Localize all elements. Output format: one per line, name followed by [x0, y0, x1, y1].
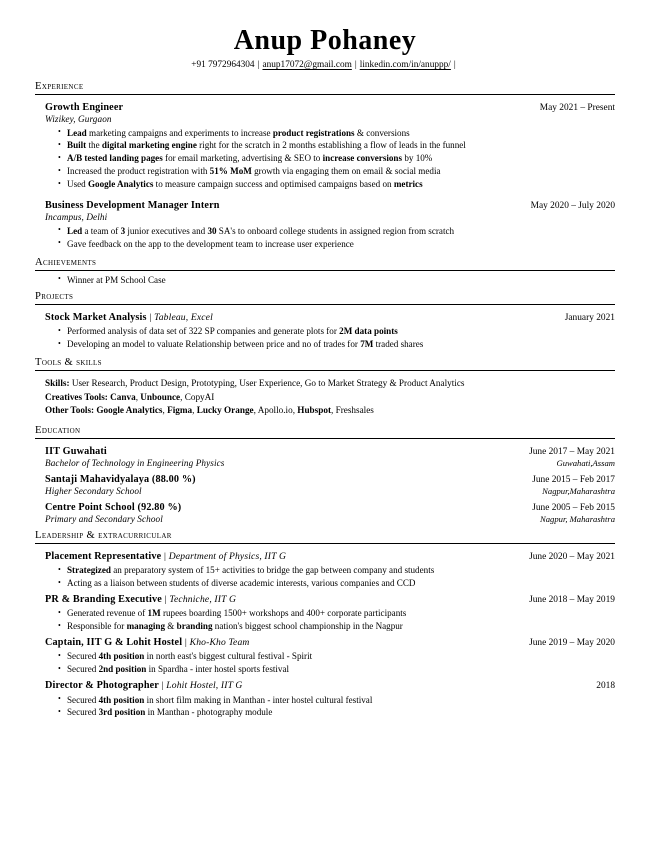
school-name-text: Centre Point School	[45, 502, 135, 514]
section-experience	[35, 81, 615, 251]
leadership-org: Lohit Hostel, IIT G	[166, 680, 243, 692]
school-degree: Bachelor of Technology in Engineering Physics	[45, 458, 225, 469]
section-heading-achievements: Achievements	[35, 256, 97, 268]
job-title: Growth Engineer	[45, 101, 124, 113]
leadership-entry-header	[45, 593, 615, 606]
list-item: • Winner at PM School Case	[67, 274, 615, 287]
section-achievements	[35, 257, 615, 287]
list-item: • Secured 4th position in north east's biggest cultural festival - Spirit	[67, 650, 615, 663]
leadership-role-text: Placement Representative	[45, 551, 162, 562]
job-bullets	[45, 127, 615, 192]
contact-line	[35, 60, 615, 71]
contact-separator-1: |	[257, 60, 260, 71]
list-item: • Acting as a liaison between students of diverse academic interests, various companies and CCD	[67, 577, 615, 590]
school-date: June 2017 – May 2021	[529, 447, 615, 458]
project-divider: |	[149, 311, 152, 323]
leadership-entry-header	[45, 550, 615, 563]
project-date: January 2021	[564, 312, 615, 323]
leadership-role	[45, 550, 286, 563]
contact-separator-3: |	[453, 60, 456, 71]
list-item: • Strategized an preparatory system of 15+ activities to bridge the gap between company and students	[67, 564, 615, 577]
page-title: Anup Pohaney	[233, 25, 417, 56]
experience-entry-header	[45, 101, 615, 114]
leadership-divider: |	[164, 594, 167, 606]
list-item: • Secured 2nd position in Spardha - inter hostel sports festival	[67, 663, 615, 676]
section-heading-education: Education	[35, 425, 81, 437]
school-date: June 2005 – Feb 2015	[532, 503, 615, 514]
education-entry-sub	[45, 458, 615, 470]
leadership-bullets	[45, 650, 615, 676]
leadership-role	[45, 593, 236, 606]
leadership-entry-header	[45, 679, 615, 692]
education-entry-sub	[45, 486, 615, 498]
job-company: Wizikey, Gurgaon	[45, 113, 112, 124]
project-name: Stock Market Analysis	[45, 311, 147, 323]
leadership-entry	[35, 547, 615, 590]
list-item: • Lead marketing campaigns and experiments to increase product registrations & conversions	[67, 127, 615, 140]
skills-row: Creatives Tools: Canva, Unbounce, CopyAI	[45, 391, 215, 402]
creatives-tools-label: Creatives Tools:	[45, 391, 108, 402]
leadership-entry	[35, 676, 615, 719]
school-score: (88.00 %)	[151, 474, 196, 486]
section-heading-tools-skills: Tools & skills	[35, 357, 102, 369]
education-entry-sub	[45, 514, 615, 526]
linkedin-link[interactable]: linkedin.com/in/anuppp/	[359, 60, 451, 71]
list-item: • Secured 3rd position in Manthan - photography module	[67, 706, 615, 719]
leadership-role	[45, 679, 243, 692]
project-title	[45, 311, 213, 324]
leadership-entry	[35, 633, 615, 676]
section-heading-projects: Projects	[35, 290, 74, 302]
leadership-date: 2018	[596, 681, 615, 692]
leadership-entry-header	[45, 636, 615, 649]
school-score: (92.80 %)	[137, 502, 182, 514]
job-bullets	[45, 225, 615, 251]
list-item: • Secured 4th position in short film making in Manthan - inter hostel cultural festival	[67, 694, 615, 707]
leadership-role-text: Captain, IIT G & Lohit Hostel	[45, 637, 183, 649]
leadership-org: Kho-Kho Team	[189, 637, 250, 649]
leadership-bullets	[45, 564, 615, 590]
education-entry-header	[45, 501, 615, 514]
education-entry	[35, 442, 615, 470]
school-name-text: Santaji Mahavidyalaya	[45, 474, 150, 486]
list-item: • Gave feedback on the app to the development team to increase user experience	[67, 238, 615, 251]
job-title: Business Development Manager Intern	[45, 200, 220, 212]
section-rule-education	[35, 438, 615, 439]
section-rule-tools-skills	[35, 370, 615, 371]
school-degree: Primary and Secondary School	[45, 514, 163, 525]
list-item: • Increased the product registration with 51% MoM growth via engaging them on email & social media	[67, 165, 615, 178]
phone-text: +91 7972964304	[191, 60, 255, 71]
section-rule-projects	[35, 304, 615, 305]
leadership-date: June 2019 – May 2020	[529, 638, 615, 649]
skills-value: User Research, Product Design, Prototyping, User Experience, Go to Market Strategy & Product Analytics	[71, 378, 465, 389]
resume-header	[35, 26, 615, 72]
project-stack: Tableau, Excel	[154, 311, 213, 323]
leadership-divider: |	[164, 551, 167, 562]
section-rule-experience	[35, 94, 615, 95]
email-link[interactable]: anup17072@gmail.com	[262, 60, 352, 71]
leadership-divider: |	[161, 680, 164, 692]
section-rule-achievements	[35, 270, 615, 271]
skills-block	[35, 374, 615, 419]
leadership-date: June 2020 – May 2021	[529, 552, 615, 562]
leadership-role-text: PR & Branding Executive	[45, 594, 162, 606]
list-item: • A/B tested landing pages for email marketing, advertising & SEO to increase conversions by 10%	[67, 152, 615, 165]
skills-row: Other Tools: Google Analytics, Figma, Lucky Orange, Apollo.io, Hubspot, Freshsales	[45, 404, 374, 415]
list-item: • Built the digital marketing engine right for the scratch in 2 months establishing a flow of leads in the funnel	[67, 139, 615, 152]
experience-entry	[35, 98, 615, 191]
school-location: Guwahati,Assam	[556, 458, 615, 469]
skills-row	[45, 377, 615, 390]
school-name: IIT Guwahati	[45, 446, 107, 458]
leadership-bullets	[45, 694, 615, 720]
section-tools-skills	[35, 357, 615, 419]
experience-entry-header	[45, 199, 615, 212]
project-entry	[35, 308, 615, 351]
job-date: May 2020 – July 2020	[530, 201, 615, 212]
skills-label: Skills:	[45, 378, 70, 389]
school-name	[45, 501, 181, 514]
leadership-date: June 2018 – May 2019	[529, 595, 615, 606]
section-rule-leadership	[35, 543, 615, 544]
job-date: May 2021 – Present	[539, 102, 615, 113]
school-date: June 2015 – Feb 2017	[532, 475, 615, 486]
leadership-org: Department of Physics, IIT G	[168, 551, 287, 562]
list-item: • Responsible for managing & branding nation's biggest school championship in the Nagpur	[67, 620, 615, 633]
section-projects	[35, 291, 615, 351]
section-leadership	[35, 530, 615, 719]
education-entry-header	[45, 473, 615, 486]
education-entry	[35, 498, 615, 526]
list-item: • Generated revenue of 1M rupees boarding 1500+ workshops and 400+ corporate participants	[67, 607, 615, 620]
list-item: • Led a team of 3 junior executives and 30 SA's to onboard college students in assigned region from scratch	[67, 225, 615, 238]
project-bullets	[45, 325, 615, 351]
leadership-divider: |	[184, 637, 187, 649]
job-company: Incampus, Delhi	[45, 212, 108, 223]
section-heading-leadership: Leadership & extracurricular	[35, 529, 172, 541]
school-name	[45, 473, 196, 486]
school-location: Nagpur,Maharashtra	[542, 486, 615, 497]
leadership-bullets	[45, 607, 615, 633]
leadership-entry	[35, 590, 615, 633]
section-heading-experience: Experience	[35, 80, 84, 92]
list-item: • Used Google Analytics to measure campaign success and optimised campaigns based on metrics	[67, 178, 615, 191]
education-entry-header	[45, 445, 615, 458]
list-item: • Developing an model to valuate Relationship between price and no of trades for 7M traded shares	[67, 338, 615, 351]
school-location: Nagpur, Maharashtra	[540, 514, 615, 525]
leadership-org: Techniche, IIT G	[169, 594, 237, 606]
experience-entry	[35, 196, 615, 251]
project-entry-header	[45, 311, 615, 324]
education-entry	[35, 470, 615, 498]
list-item: • Performed analysis of data set of 322 SP companies and generate plots for 2M data points	[67, 325, 615, 338]
section-education	[35, 425, 615, 526]
school-degree: Higher Secondary School	[45, 486, 142, 497]
leadership-role	[45, 636, 250, 649]
leadership-role-text: Director & Photographer	[45, 680, 159, 692]
achievements-bullets	[35, 274, 615, 287]
contact-separator-2: |	[354, 60, 357, 71]
other-tools-label: Other Tools:	[45, 404, 95, 415]
